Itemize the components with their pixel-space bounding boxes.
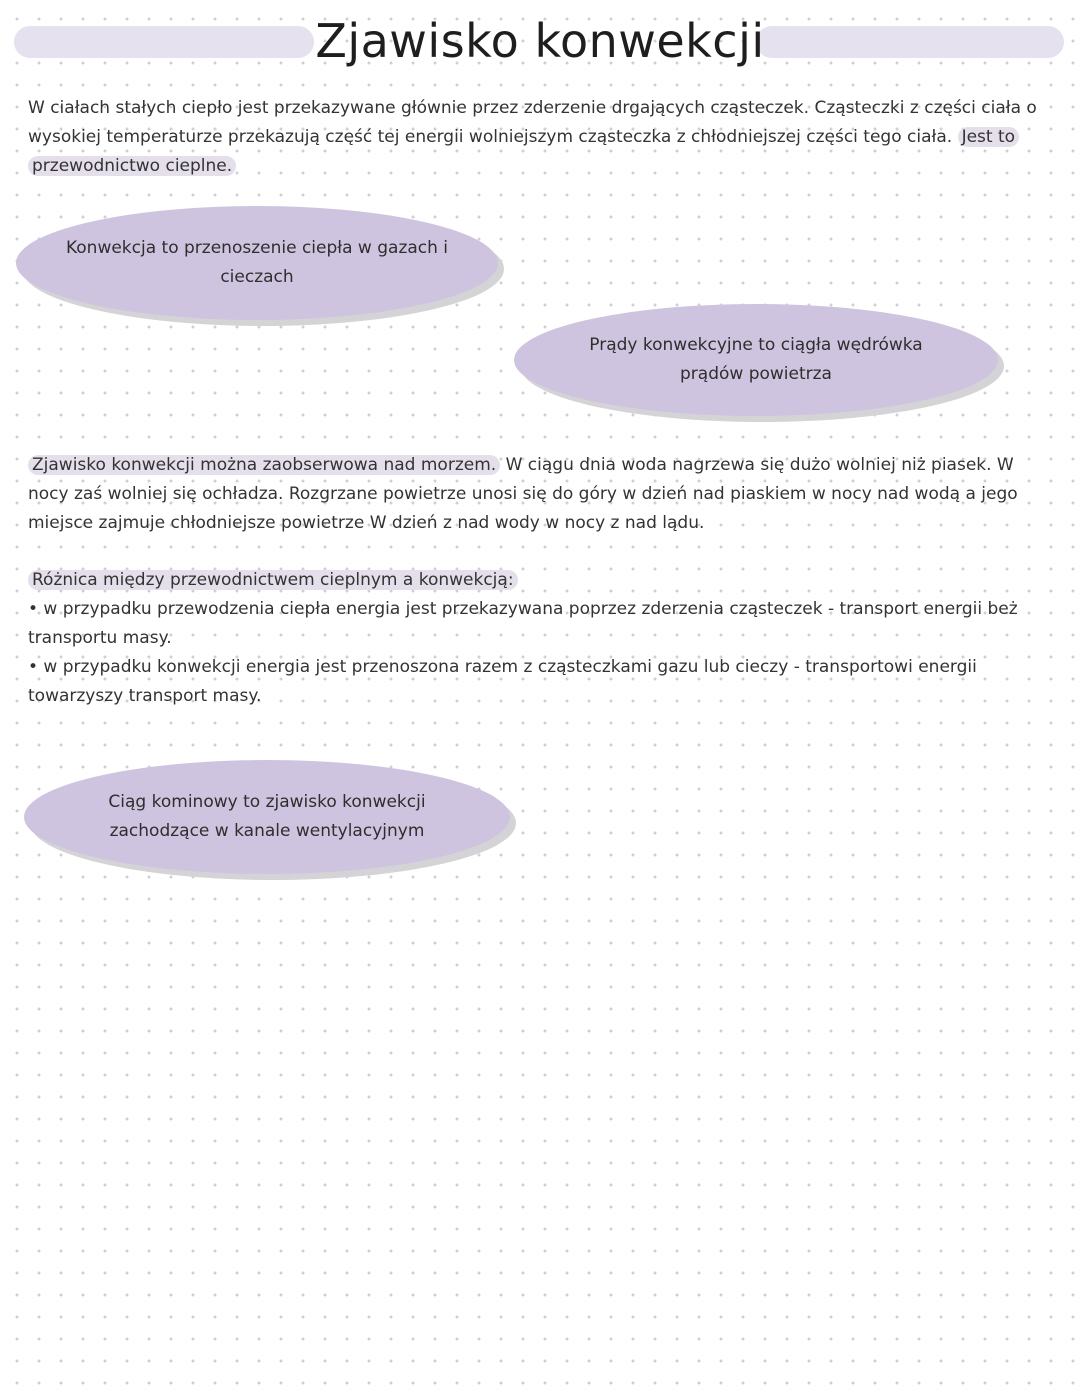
intro-text: W ciałach stałych ciepło jest przekazywane głównie przez zderzenie drgających cząsteczek. Cząsteczki z części ciała o wysokiej temperaturze przekazują część tej energii wolniejszym cząsteczka z chłodniejszej części tego ciała. <box>28 98 1037 147</box>
bubble-text: Ciąg kominowy to zjawisko konwekcji zachodzące w kanale wentylacyjnym <box>108 792 426 841</box>
sea-paragraph <box>28 451 1038 538</box>
bubble-text: Prądy konwekcyjne to ciągła wędrówka prądów powietrza <box>589 335 923 384</box>
intro-highlight: Jest to przewodnictwo cieplne. <box>28 127 1019 176</box>
difference-section <box>28 566 1038 711</box>
bubble-text: Konwekcja to przenoszenie ciepła w gazach i cieczach <box>65 238 449 287</box>
definition-bubble-chimney <box>24 760 510 874</box>
list-item: • w przypadku przewodzenia ciepła energia jest przekazywana poprzez zderzenia cząsteczek - transport energii beż transportu masy. <box>28 599 1018 648</box>
list-item: • w przypadku konwekcji energia jest przenoszona razem z cząsteczkami gazu lub cieczy - transportowi energii towarzyszy transport masy. <box>28 657 977 706</box>
difference-heading: Różnica między przewodnictwem cieplnym a konwekcją: <box>28 570 518 590</box>
definition-bubble-currents <box>514 304 998 416</box>
intro-paragraph <box>28 94 1038 181</box>
page-title: Zjawisko konwekcji <box>315 14 765 68</box>
sea-highlight: Zjawisko konwekcji można zaobserwowa nad morzem. <box>28 455 500 475</box>
definition-bubble-convection <box>16 206 498 320</box>
sea-text: W ciągu dnia woda nagrzewa się dużo wolniej niż piasek. W nocy zaś wolniej się ochładza. Rozgrzane powietrze unosi się do góry w dzień nad piaskiem w nocy nad wodą a jego miejsce zajmuje chłodniejsze powietrze W dzień z nad wody w nocy z nad lądu. <box>28 455 1018 533</box>
